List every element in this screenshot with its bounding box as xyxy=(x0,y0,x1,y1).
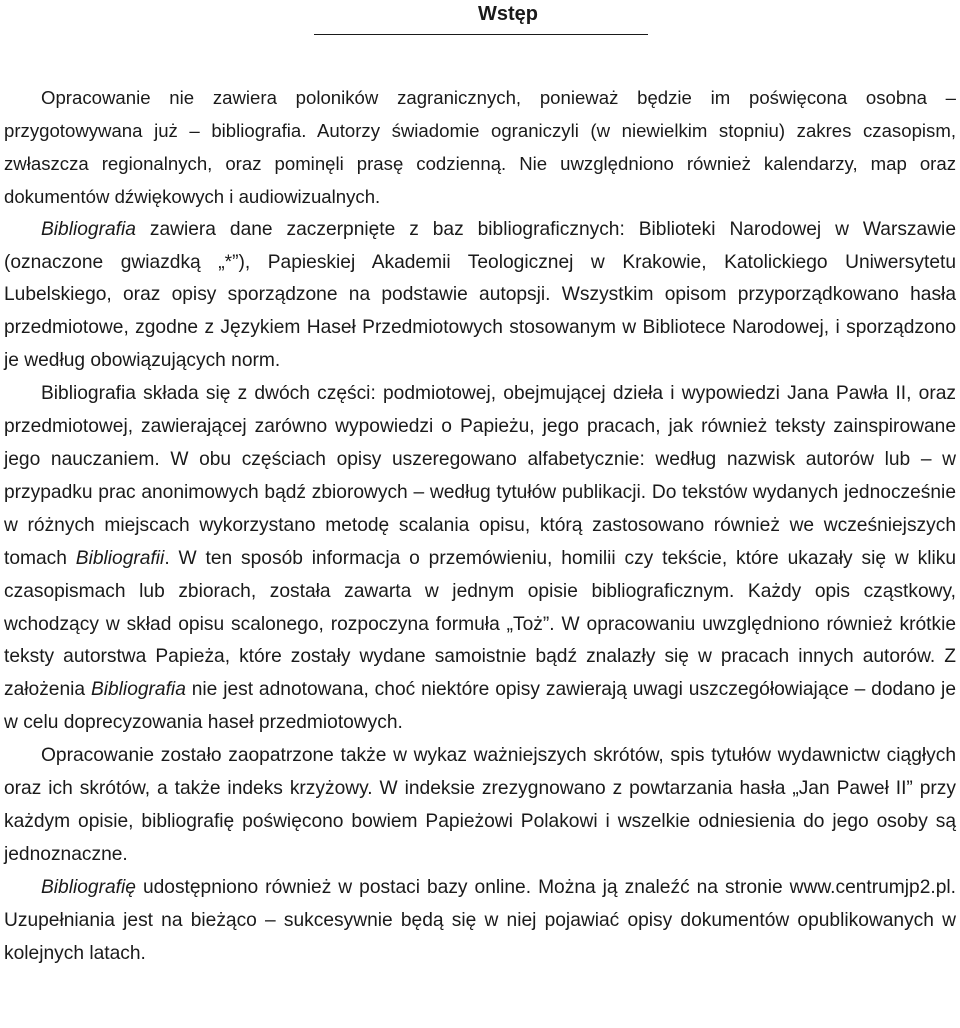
body-text xyxy=(4,82,956,970)
title-underline xyxy=(314,34,648,35)
paragraph-4 xyxy=(4,740,956,872)
paragraph-3-run-3: . W ten sposób informacja o przemówieniu, homilii czy tekście, które ukazały się w kliku czasopismach lub zbiorach, została zawarta w jednym opisie bibliograficznym. Każdy opis cząstkowy, wchodzący w skład opisu scalonego, rozpoczyna formuła „Toż”. W opracowaniu uwzględniono również krótkie teksty autorstwa Papieża, które zostały wydane samoistnie bądź znalazły się w pracach innych autorów. Z założenia xyxy=(4,547,956,701)
paragraph-3 xyxy=(4,378,956,740)
paragraph-4-run-1: Opracowanie zostało zaopatrzone także w wykaz ważniejszych skrótów, spis tytułów wydawnictw ciągłych oraz ich skrótów, a także indeks krzyżowy. W indeksie zrezygnowano z powtarzania hasła „Jan Paweł II” przy każdym opisie, bibliografię poświęcono bowiem Papieżowi Polakowi i wszelkie odniesienia do jego osoby są jednoznaczne. xyxy=(4,745,956,865)
paragraph-5 xyxy=(4,872,956,971)
paragraph-3-run-4: Bibliografia xyxy=(90,679,186,701)
paragraph-2-run-2: zawiera dane zaczerpnięte z baz bibliograficznych: Biblioteki Narodowej w Warszawie (oznaczone gwiazdką „*”), Papieskiej Akademii Teologicznej w Krakowie, Katolickiego Uniwersytetu Lubelskiego, oraz opisy sporządzone na podstawie autopsji. Wszystkim opisom przyporządkowano hasła przedmiotowe, zgodne z Językiem Haseł Przedmiotowych stosowanym w Bibliotece Narodowej, i sporządzono je według obowiązujących norm. xyxy=(4,218,956,372)
paragraph-5-run-1: Bibliografię xyxy=(41,876,136,898)
page-title: Wstęp xyxy=(478,3,538,25)
paragraph-3-run-5: nie jest adnotowana, choć niektóre opisy zawierają uwagi uszczegółowiające – dodano je w celu doprecyzowania haseł przedmiotowych. xyxy=(4,679,956,734)
paragraph-2 xyxy=(4,214,956,379)
paragraph-1 xyxy=(4,82,956,214)
paragraph-1-run-1: Opracowanie nie zawiera poloników zagranicznych, ponieważ będzie im poświęcona osobna – przygotowywana już – bibliografia. Autorzy świadomie ograniczyli (w niewielkim stopniu) zakres czasopism, zwłaszcza regionalnych, oraz pominęli prasę codzienną. Nie uwzględniono również kalendarzy, map oraz dokumentów dźwiękowych i audiowizualnych. xyxy=(4,87,956,207)
heading-wrap xyxy=(0,0,960,28)
paragraph-5-run-2: udostępniono również w postaci bazy online. Można ją znaleźć na stronie www.centrumjp2.pl. Uzupełniania jest na bieżąco – sukcesywnie będą się w niej pojawiać opisy dokumentów opublikowanych w kolejnych latach. xyxy=(4,876,956,964)
paragraph-2-run-1: Bibliografia xyxy=(41,218,136,240)
paragraph-3-run-2: Bibliografii xyxy=(75,547,165,569)
paragraph-3-run-1: Bibliografia składa się z dwóch części: podmiotowej, obejmującej dzieła i wypowiedzi Jana Pawła II, oraz przedmiotowej, zawierającej zarówno wypowiedzi o Papieżu, jego pracach, jak również teksty zainspirowane jego nauczaniem. W obu częściach opisy uszeregowano alfabetycznie: według nazwisk autorów lub – w przypadku prac anonimowych bądź zbiorowych – według tytułów publikacji. Do tekstów wydanych jednocześnie w różnych miejscach wykorzystano metodę scalania opisu, którą zastosowano również we wcześniejszych tomach xyxy=(4,383,956,569)
